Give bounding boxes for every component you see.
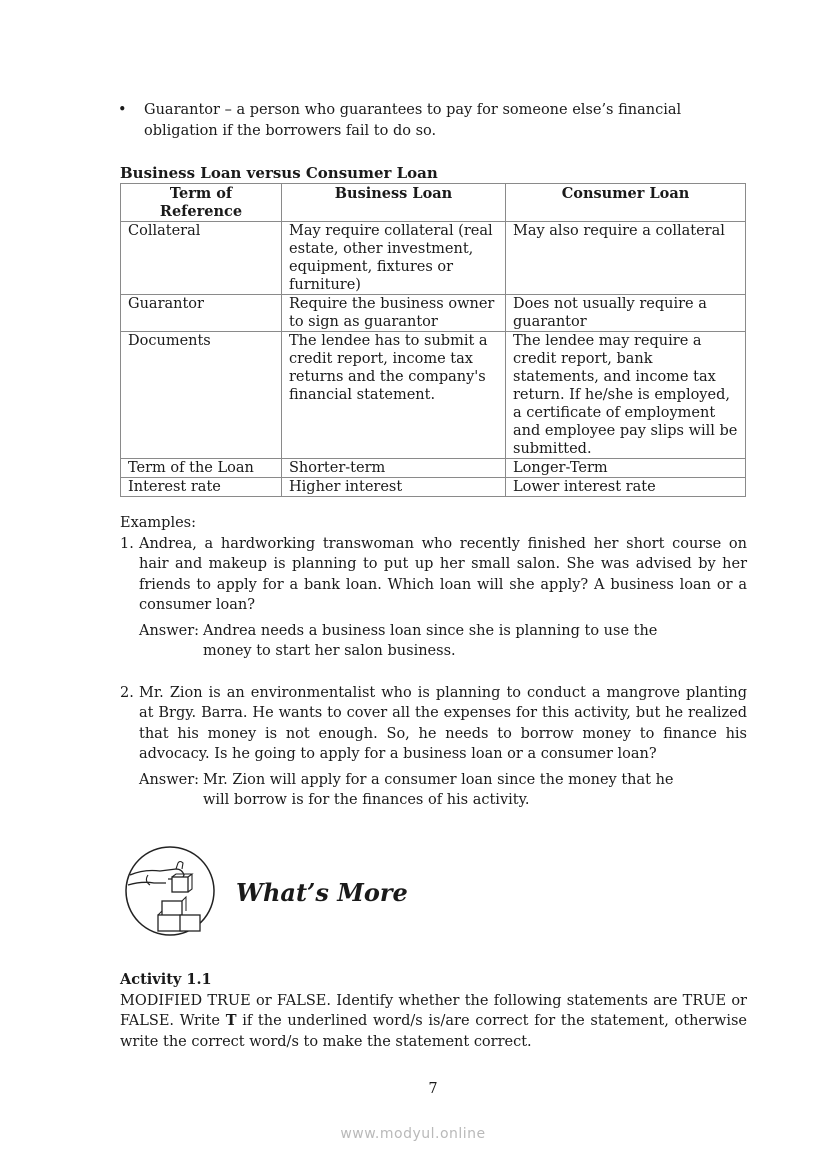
table-row [121,295,746,332]
table-title: Business Loan versus Consumer Loan [120,164,438,182]
activity-title: Activity 1.1 [120,971,212,988]
stacking-blocks-icon [124,845,216,937]
answer-label: Answer: [139,622,200,639]
table-cell: Shorter-term [282,459,506,478]
table-row [121,332,746,459]
table-cell: The lendee may require a credit report, bank statements, and income tax return. If he/she is employed, a certificate of employment and employee pay slips will be submitted. [506,332,746,459]
table-cell: Documents [121,332,282,459]
table-row [121,222,746,295]
example-number: 2. [120,684,134,701]
table-cell: Collateral [121,222,282,295]
answer-text: Andrea needs a business loan since she is planning to use the [203,622,658,639]
table-cell: Lower interest rate [506,478,746,497]
answer-text-continued: will borrow is for the finances of his activity. [203,792,530,808]
header-term: Term of Reference [121,184,282,222]
guarantor-definition: Guarantor – a person who guarantees to pay for someone else’s financial obligation if the borrowers fail to do so. [144,102,682,139]
answer-text-continued: money to start her salon business. [203,643,456,659]
bullet-icon: • [118,102,127,118]
watermark: www.modyul.online [340,1126,486,1142]
example-text: Andrea, a hardworking transwoman who recently finished her short course on hair and makeup is planning to put up her small salon. She was advised by her friends to apply for a bank loan. Which loan will she apply? A business loan or a consumer loan? [139,535,747,613]
table-cell: Does not usually require a guarantor [506,295,746,332]
table-row [121,459,746,478]
table-cell: The lendee has to submit a credit report, income tax returns and the company's financial statement. [282,332,506,459]
whats-more-heading: What’s More [236,878,408,907]
table-cell: May also require a collateral [506,222,746,295]
page-number: 7 [428,1081,438,1097]
activity-section [120,970,747,1052]
header-business: Business Loan [282,184,506,222]
table-cell: Higher interest [282,478,506,497]
guarantor-bullet [118,100,718,141]
example-answer [120,770,747,811]
example-answer [120,621,747,662]
examples-section [120,513,747,811]
answer-text: Mr. Zion will apply for a consumer loan since the money that he [203,771,674,788]
activity-instructions [120,991,747,1053]
examples-heading: Examples: [120,515,196,531]
table-cell: Interest rate [121,478,282,497]
instructions-part-1: MODIFIED TRUE or FALSE. Identify whether the following statements are TRUE or FALSE. Write [120,992,747,1029]
header-consumer: Consumer Loan [506,184,746,222]
example-item [120,683,747,765]
table-header-row [121,184,746,222]
table-cell: Require the business owner to sign as guarantor [282,295,506,332]
table-cell: Term of the Loan [121,459,282,478]
table-cell: Guarantor [121,295,282,332]
table-cell: May require collateral (real estate, other investment, equipment, fixtures or furniture) [282,222,506,295]
example-number: 1. [120,535,134,552]
table-row [121,478,746,497]
answer-label: Answer: [139,771,200,788]
instructions-part-2: if the underlined word/s is/are correct for the statement, otherwise write the correct word/s to make the statement correct. [120,1013,748,1050]
example-text: Mr. Zion is an environmentalist who is planning to conduct a mangrove planting at Brgy. Barra. He wants to cover all the expenses for this activity, but he realized that his money is not enough. So, he needs to borrow money to finance his advocacy. Is he going to apply for a business loan or a consumer loan? [139,684,747,762]
table-cell: Longer-Term [506,459,746,478]
example-item [120,534,747,616]
instructions-bold-letter: T [225,1012,237,1029]
loan-comparison-table [120,183,746,497]
